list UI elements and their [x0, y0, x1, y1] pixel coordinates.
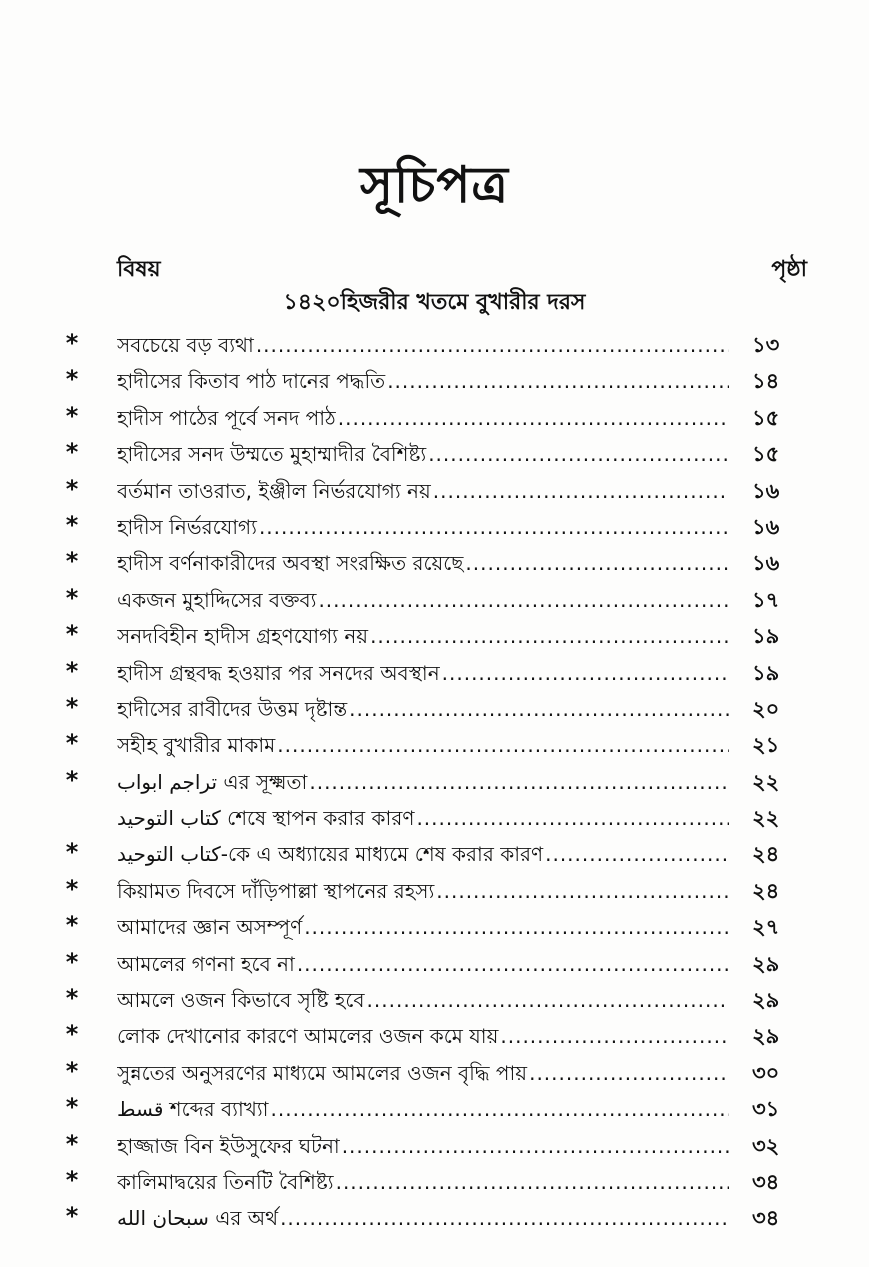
toc-entry-page: ১৫: [752, 442, 780, 467]
toc-entry: [0, 361, 869, 397]
toc-entry: [0, 471, 869, 507]
toc-entry-text: تراجم ابواب এর সূক্ষ্মতা .....: [117, 767, 729, 797]
bullet-star-icon: *: [65, 401, 79, 430]
toc-entry: [0, 1162, 869, 1198]
toc-entry-page: ২৯: [752, 988, 780, 1013]
toc-entry-text: আমলে ওজন কিভাবে সৃষ্টি হবে .....: [117, 985, 729, 1015]
bullet-star-icon: *: [65, 1165, 79, 1194]
bullet-star-icon: *: [65, 1093, 79, 1122]
toc-entry: [0, 1016, 869, 1052]
page-title: সূচিপত্র: [360, 155, 509, 214]
bullet-star-icon: *: [65, 510, 79, 539]
toc-entry-page: ১৩: [752, 333, 780, 357]
toc-entry: [0, 907, 869, 943]
toc-entry-page: ১৬: [752, 514, 780, 539]
toc-entry-text: সনদবিহীন হাদীস গ্রহণযোগ্য নয় .....: [117, 621, 729, 651]
toc-entry: [0, 725, 869, 761]
bullet-star-icon: *: [65, 838, 79, 867]
toc-entry-text: আমাদের জ্ঞান অসম্পূর্ণ .....: [117, 912, 729, 942]
toc-entry-text: كتاب التوحيد-কে এ অধ্যায়ের মাধ্যমে শেষ করার কারণ .....: [117, 839, 729, 869]
bullet-star-icon: *: [65, 438, 79, 467]
toc-entry-page: ১৯: [752, 624, 780, 649]
toc-entry-text: একজন মুহাদ্দিসের বক্তব্য .....: [117, 585, 729, 615]
toc-list: [0, 325, 869, 1235]
bullet-star-icon: *: [65, 765, 79, 794]
bullet-star-icon: *: [65, 984, 79, 1013]
toc-entry-text: সহীহ বুখারীর মাকাম .....: [117, 730, 729, 760]
bullet-star-icon: *: [65, 874, 79, 903]
toc-entry-page: ২৯: [752, 1024, 780, 1049]
toc-entry-text: قسط শব্দের ব্যাখ্যা .....: [117, 1094, 729, 1124]
toc-entry-text: سبحان الله এর অর্থ .....: [117, 1203, 729, 1233]
bullet-star-icon: *: [65, 329, 79, 357]
section-title: ১৪২০হিজরীর খতমে বুখারীর দরস: [283, 290, 586, 315]
toc-entry-page: ২৪: [752, 842, 780, 867]
toc-entry: [0, 944, 869, 980]
toc-entry: [0, 325, 869, 361]
toc-entry-page: ১৬: [752, 478, 780, 503]
toc-entry-page: ২২: [752, 806, 780, 831]
toc-entry-text: সুন্নতের অনুসরণের মাধ্যমে আমলের ওজন বৃদ্ধি পায় .....: [117, 1058, 729, 1088]
toc-entry-text: বর্তমান তাওরাত, ইঞ্জীল নির্ভরযোগ্য নয় .....: [117, 476, 729, 506]
toc-entry-page: ১৯: [752, 660, 780, 685]
toc-entry-page: ৩৪: [752, 1206, 780, 1231]
bullet-star-icon: *: [65, 692, 79, 721]
toc-entry-page: ১৪: [752, 369, 780, 394]
bullet-star-icon: *: [65, 474, 79, 503]
toc-entry-page: ২৭: [752, 915, 780, 940]
toc-entry: [0, 434, 869, 470]
toc-entry-text: হাদীসের কিতাব পাঠ দানের পদ্ধতি .....: [117, 366, 729, 396]
toc-entry: [0, 871, 869, 907]
bullet-star-icon: *: [65, 547, 79, 576]
toc-entry-text: হাদীস নির্ভরযোগ্য .....: [117, 512, 729, 542]
toc-entry: [0, 1053, 869, 1089]
toc-entry-text: হাদীস বর্ণনাকারীদের অবস্থা সংরক্ষিত রয়েছে .....: [117, 548, 729, 578]
toc-entry-text: কালিমাদ্বয়ের তিনটি বৈশিষ্ট্য .....: [117, 1167, 729, 1197]
toc-entry: [0, 798, 869, 834]
toc-entry-text: হাদীসের রাবীদের উত্তম দৃষ্টান্ত .....: [117, 694, 729, 724]
toc-entry-text: কিয়ামত দিবসে দাঁড়িপাল্লা স্থাপনের রহস্য .....: [117, 876, 729, 906]
toc-entry-page: ২১: [752, 733, 780, 758]
toc-entry-text: সবচেয়ে বড় ব্যথা .....: [117, 330, 729, 360]
toc-entry-text: আমলের গণনা হবে না .....: [117, 949, 729, 979]
toc-entry: [0, 507, 869, 543]
bullet-star-icon: *: [65, 583, 79, 612]
toc-entry-page: ৩০: [752, 1060, 780, 1085]
bullet-star-icon: *: [65, 656, 79, 685]
toc-entry-page: ৩১: [752, 1097, 780, 1122]
toc-entry: [0, 689, 869, 725]
toc-entry-page: ২৯: [752, 951, 780, 976]
bullet-star-icon: *: [65, 729, 79, 758]
toc-entry-page: ১৬: [752, 551, 780, 576]
bullet-star-icon: *: [65, 1056, 79, 1085]
bullet-star-icon: *: [65, 1202, 79, 1231]
bullet-star-icon: *: [65, 911, 79, 940]
toc-entry-text: كتاب التوحيد শেষে স্থাপন করার কারণ .....: [117, 803, 729, 833]
bullet-star-icon: *: [65, 947, 79, 976]
subject-column-heading: বিষয়: [117, 257, 161, 282]
toc-entry-page: ২২: [752, 769, 780, 794]
toc-entry: [0, 653, 869, 689]
toc-entry: [0, 834, 869, 870]
toc-entry-text: হাদীস গ্রন্থবদ্ধ হওয়ার পর সনদের অবস্থান .....: [117, 658, 729, 688]
toc-entry: [0, 580, 869, 616]
toc-entry-page: ২৪: [752, 878, 780, 903]
toc-entry: [0, 543, 869, 579]
bullet-star-icon: *: [65, 620, 79, 649]
toc-entry: [0, 762, 869, 798]
toc-entry: [0, 616, 869, 652]
toc-entry-text: হাদীসের সনদ উম্মতে মুহাম্মাদীর বৈশিষ্ট্য .....: [117, 439, 729, 469]
toc-entry-text: হাজ্জাজ বিন ইউসুফের ঘটনা .....: [117, 1131, 729, 1161]
toc-entry-page: ১৫: [752, 405, 780, 430]
toc-entry: [0, 1198, 869, 1234]
toc-entry: [0, 1089, 869, 1125]
toc-entry-text: লোক দেখানোর কারণে আমলের ওজন কমে যায় .....: [117, 1021, 729, 1051]
toc-entry-text: হাদীস পাঠের পূর্বে সনদ পাঠ .....: [117, 403, 729, 433]
toc-entry-page: ১৭: [752, 587, 780, 612]
toc-entry: [0, 1126, 869, 1162]
bullet-star-icon: *: [65, 1129, 79, 1158]
bullet-star-icon: *: [65, 365, 79, 394]
toc-entry: [0, 398, 869, 434]
page-column-heading: পৃষ্ঠা: [771, 257, 807, 282]
toc-entry-page: ৩৪: [752, 1169, 780, 1194]
bullet-star-icon: *: [65, 1020, 79, 1049]
toc-entry: [0, 980, 869, 1016]
toc-entry-page: ৩২: [752, 1133, 780, 1158]
toc-entry-page: ২০: [752, 696, 780, 721]
